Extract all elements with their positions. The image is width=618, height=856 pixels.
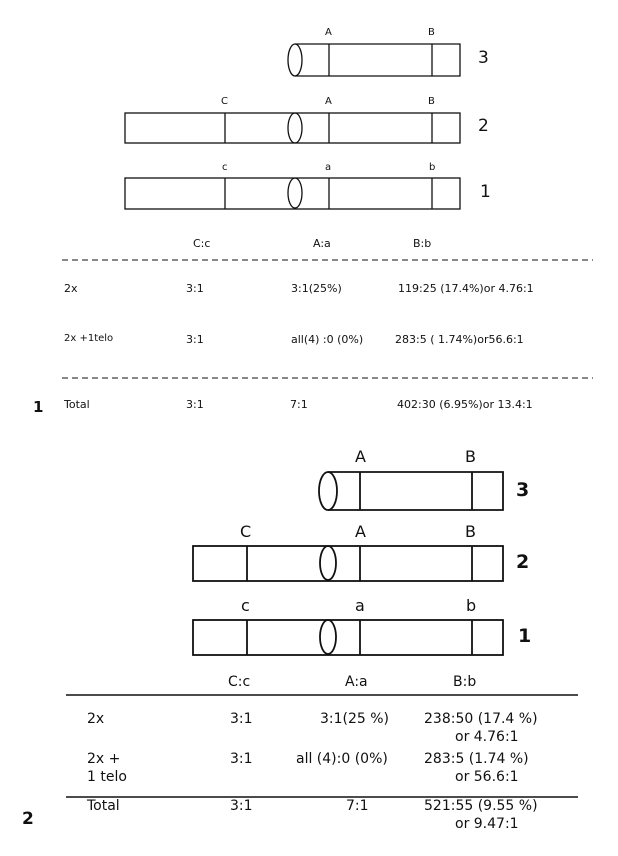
fig2-row-total-aa: 7:1 [346, 798, 369, 814]
fig1-row-telo-aa: all(4) :0 (0%) [291, 333, 364, 346]
fig2-row-telo-aa: all (4):0 (0%) [296, 751, 388, 767]
fig1-row-2x-label: 2x [64, 282, 78, 295]
fig2-row-2x-bb-line1: 238:50 (17.4 %) [424, 711, 538, 727]
fig1-row2-label-A: A [325, 96, 332, 107]
fig1-header-cc: C:c [193, 237, 211, 250]
fig1-number: 1 [33, 398, 44, 416]
fig2-row-total-bb-line1: 521:55 (9.55 %) [424, 798, 538, 814]
fig1-row-telo-cc: 3:1 [186, 333, 204, 346]
fig2-row-telo-label-line2: 1 telo [87, 769, 127, 785]
fig2-header-bb: B:b [453, 674, 477, 690]
fig2-row2-label-C: C [240, 522, 252, 541]
fig2-row-2x-cc: 3:1 [230, 711, 253, 727]
fig1-row2-number: 2 [478, 116, 489, 136]
fig1-chromosome-3 [288, 44, 460, 76]
fig2-number: 2 [22, 809, 34, 829]
fig1-row-total-aa: 7:1 [290, 398, 308, 411]
fig1-row1-label-c: c [222, 162, 228, 173]
fig1-row-2x-bb: 119:25 (17.4%)or 4.76:1 [398, 282, 534, 295]
fig2-row-2x-aa: 3:1(25 %) [320, 711, 390, 727]
fig2-row-2x-bb-line2: or 4.76:1 [455, 729, 519, 745]
fig1-row-2x-aa: 3:1(25%) [291, 282, 342, 295]
fig1-header-aa: A:a [313, 237, 331, 250]
fig2-chromosome-2 [193, 546, 503, 581]
fig1-row-total-bb: 402:30 (6.95%)or 13.4:1 [397, 398, 533, 411]
fig2-row1-label-b: b [466, 596, 477, 615]
fig2-row-total-bb-line2: or 9.47:1 [455, 816, 519, 832]
fig1-row-total-cc: 3:1 [186, 398, 204, 411]
fig2-row-total-label: Total [87, 798, 120, 814]
fig1-row1-number: 1 [480, 182, 491, 202]
fig2-row2-label-B: B [465, 522, 476, 541]
fig1-row3-label-B: B [428, 27, 435, 38]
fig2-row-2x-label: 2x [87, 711, 105, 727]
fig2-row1-label-c: c [241, 596, 250, 615]
fig1-row2-label-B: B [428, 96, 435, 107]
fig1-row2-label-C: C [221, 96, 228, 107]
fig2-row-total-cc: 3:1 [230, 798, 253, 814]
fig1-row-2x-cc: 3:1 [186, 282, 204, 295]
fig2-row-telo-cc: 3:1 [230, 751, 253, 767]
fig1-row3-number: 3 [478, 48, 489, 68]
fig2-row1-label-a: a [355, 596, 365, 615]
fig2-row-telo-bb-line2: or 56.6:1 [455, 769, 519, 785]
fig2-chromosome-1 [193, 620, 503, 655]
fig2-row3-label-B: B [465, 447, 476, 466]
fig2-header-aa: A:a [345, 674, 368, 690]
fig2-chromosome-3 [319, 472, 503, 510]
fig1-row-telo-label: 2x +1telo [64, 333, 114, 344]
fig2-row2-label-A: A [355, 522, 366, 541]
fig1-header-bb: B:b [413, 237, 432, 250]
fig2-row-telo-bb-line1: 283:5 (1.74 %) [424, 751, 529, 767]
fig1-row1-label-b: b [429, 162, 436, 173]
fig1-row-total-label: Total [64, 398, 90, 411]
fig1-row3-label-A: A [325, 27, 332, 38]
fig1-chromosome-2 [125, 113, 460, 143]
fig2-row3-label-A: A [355, 447, 366, 466]
fig1-row-telo-bb: 283:5 ( 1.74%)or56.6:1 [395, 333, 524, 346]
fig2-header-cc: C:c [228, 674, 251, 690]
fig1-row1-label-a: a [325, 162, 332, 173]
fig2-row1-number: 1 [518, 625, 532, 647]
fig1-chromosome-1 [125, 178, 460, 209]
fig2-row3-number: 3 [516, 479, 530, 501]
fig2-row-telo-label-line1: 2x + [87, 751, 121, 767]
fig2-row2-number: 2 [516, 551, 530, 573]
